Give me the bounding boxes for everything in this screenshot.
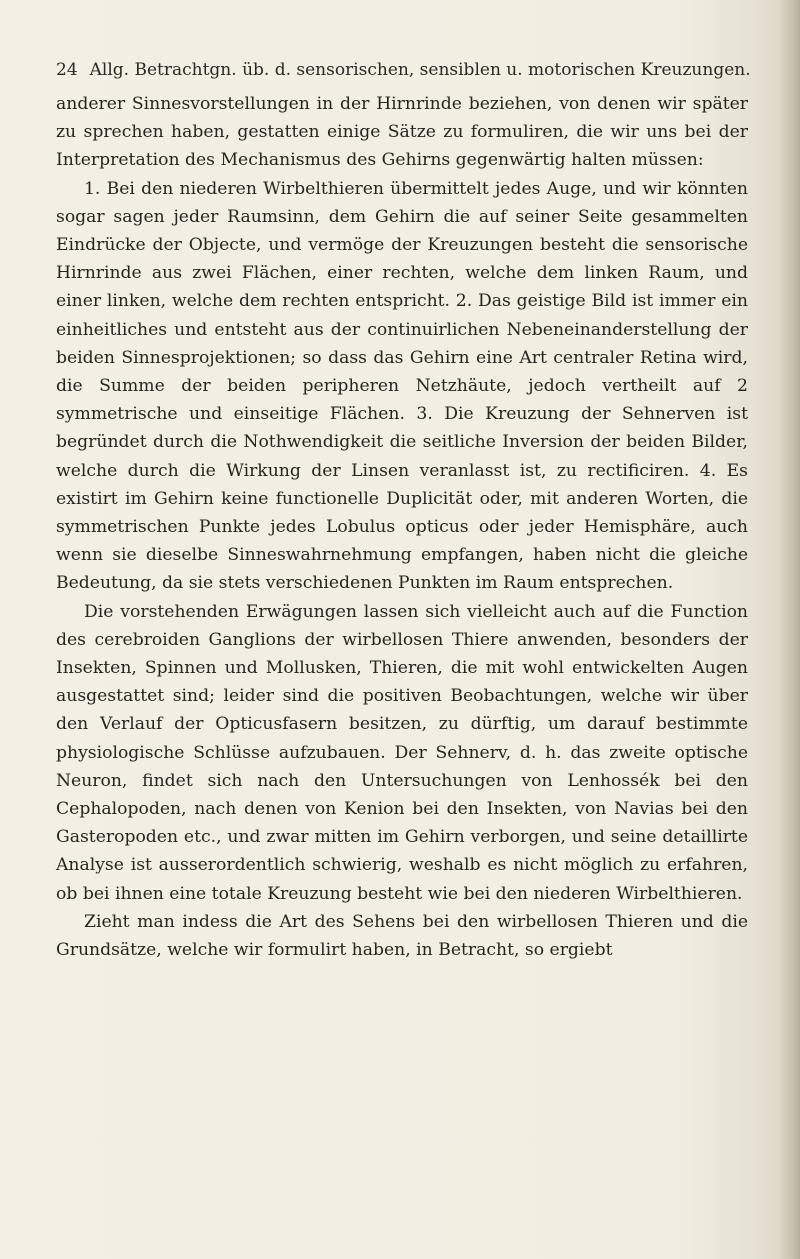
page-edge-shadow (778, 0, 800, 1259)
paragraph-invertebrates: Die vorstehenden Erwägungen lassen sich vielleicht auch auf die Function des cerebroiden Ganglions der wirbellosen Thiere anwenden, besonders der Insekten, Spinnen und Mollusken, Thieren, die mit wohl entwickelten Augen ausgestattet sind; leider sind die positiven Beobachtungen, welche wir über den Verlauf der Opticusfasern besitzen, zu dürftig, um darauf bestimmte physiologische Schlüsse aufzubauen. Der Sehnerv, d. h. das zweite optische Neuron, findet sich nach den Untersuchungen von Lenhossék bei den Cephalopoden, nach denen von Kenion bei den Insekten, von Navias bei den Gasteropoden etc., und zwar mitten im Gehirn verborgen, und seine detaillirte Analyse ist ausserordentlich schwierig, weshalb es nicht möglich zu erfahren, ob bei ihnen eine totale Kreuzung besteht wie bei den niederen Wirbelthieren. (56, 601, 748, 904)
paragraph-conclusion: Zieht man indess die Art des Sehens bei den wirbellosen Thieren und die Grundsätze, welche wir formulirt haben, in Betracht, so ergiebt (56, 911, 748, 961)
running-header (56, 60, 751, 80)
paragraph-numbered-theses: 1. Bei den niederen Wirbelthieren übermittelt jedes Auge, und wir könnten sogar sagen jeder Raumsinn, dem Gehirn die auf seiner Seite gesammelten Eindrücke der Objecte, und vermöge der Kreuzungen besteht die sensorische Hirnrinde aus zwei Flächen, einer rechten, welche dem linken Raum, und einer linken, welche dem rechten entspricht. 2. Das geistige Bild ist immer ein einheitliches und entsteht aus der continuirlichen Nebeneinanderstellung der beiden Sinnesprojektionen; so dass das Gehirn eine Art centraler Retina wird, die Summe der beiden peripheren Netzhäute, jedoch vertheilt auf 2 symmetrische und einseitige Flächen. 3. Die Kreuzung der Sehnerven ist begründet durch die Nothwendigkeit die seitliche Inversion der beiden Bilder, welche durch die Wirkung der Linsen veranlasst ist, zu rectificiren. 4. Es existirt im Gehirn keine functionelle Duplicität oder, mit anderen Worten, die symmetrischen Punkte jedes Lobulus opticus oder jeder Hemisphäre, auch wenn sie dieselbe Sinneswahrnehmung empfangen, haben nicht die gleiche Bedeutung, da sie stets verschiedenen Punkten im Raum entsprechen. (56, 178, 748, 594)
paragraph-continuation: anderer Sinnesvorstellungen in der Hirnrinde beziehen, von denen wir später zu sprechen haben, gestatten einige Sätze zu formuliren, die wir uns bei der Interpretation des Mechanismus des Gehirns gegenwärtig halten müssen: (56, 94, 748, 171)
running-title: Allg. Betrachtgn. üb. d. sensorischen, sensiblen u. motorischen Kreuzungen. (89, 60, 751, 80)
body-text (56, 90, 748, 964)
page-number: 24 (56, 60, 78, 80)
